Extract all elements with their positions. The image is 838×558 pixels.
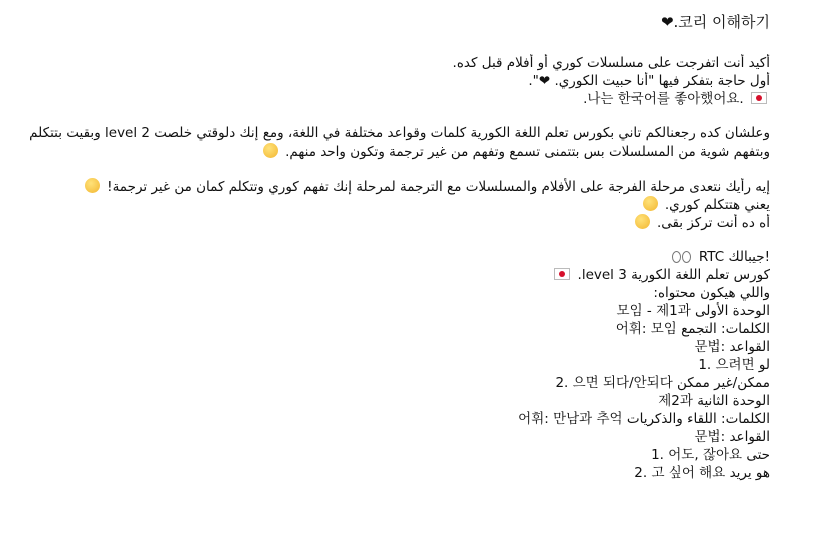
unit-1-vocab: 어휘: 모임 الكلمات: التجمع bbox=[615, 321, 770, 337]
eyes-icon bbox=[672, 251, 692, 263]
intro-line-2: أول حاجة بتفكر فيها "أنا حبيت الكوري. ❤". bbox=[528, 73, 770, 89]
unit-1-item-1: 1. 으려면 لو bbox=[698, 357, 770, 373]
unit-2-heading: 제2과 الوحدة الثانية bbox=[658, 393, 770, 409]
intro-line-3-text: .나는 한국어를 좋아했어요. bbox=[583, 91, 744, 107]
paragraph-2-line-3 bbox=[14, 214, 770, 232]
paragraph-2-line-3-text: أه ده أنت تركز بقى. bbox=[656, 215, 770, 231]
rtc-line-text: RTC جيبالك! bbox=[698, 249, 770, 265]
course-line-text: كورس تعلم اللغة الكورية level 3. bbox=[577, 267, 770, 283]
unit-2-item-1: 1. 어도, 잖아요 حتى bbox=[651, 447, 770, 463]
monocle-face-icon bbox=[635, 214, 650, 229]
thinking-face-icon bbox=[263, 143, 278, 158]
surprised-face-icon bbox=[85, 178, 100, 193]
paragraph-2-line-1-text: إيه رأيك نتعدى مرحلة الفرجة على الأفلام والمسلسلات مع الترجمة لمرحلة إنك تفهم كوري وتتكلم كمان من غير ترجمة! bbox=[107, 179, 770, 195]
paragraph-1-text: وعلشان كده رجعنالكم تاني بكورس تعلم اللغة الكورية كلمات وقواعد مختلفة في اللغة، ومع إنك دلوقتي خلصت level 2 وبقيت بتتكلم وبتفهم شوية من المسلسلات بس بتتمنى تسمع وتفهم من غير ترجمة وتكون واحد منهم. bbox=[29, 125, 770, 160]
content-intro: واللي هيكون محتواه: bbox=[653, 285, 770, 301]
doc-title: ❤.코리 이해하기 bbox=[660, 13, 770, 31]
course-line bbox=[14, 266, 770, 284]
korea-flag-icon bbox=[751, 92, 767, 104]
intro-line-1: أكيد أنت اتفرجت على مسلسلات كوري أو أفلام قبل كده. bbox=[452, 55, 770, 71]
unit-1-heading: 모임 - 제1과 الوحدة الأولى bbox=[616, 303, 770, 319]
unit-1-grammar: 문법: القواعد bbox=[694, 339, 770, 355]
paragraph-2-line-2-text: يعني هتتكلم كوري. bbox=[664, 197, 770, 213]
rtc-line bbox=[14, 248, 770, 266]
unit-2-vocab: 어휘: 만남과 추억 الكلمات: اللقاء والذكريات bbox=[518, 411, 770, 427]
paragraph-2-line-1 bbox=[14, 178, 770, 196]
paragraph-1 bbox=[14, 124, 770, 162]
pleading-face-icon bbox=[643, 196, 658, 211]
unit-2-grammar: 문법: القواعد bbox=[694, 429, 770, 445]
paragraph-2-line-2 bbox=[14, 196, 770, 214]
korea-flag-icon bbox=[554, 268, 570, 280]
unit-2-item-2: 2. 고 싶어 해요 هو يريد bbox=[634, 465, 770, 481]
unit-1-item-2: 2. 으면 되다/안되다 ممكن/غير ممكن bbox=[555, 375, 770, 391]
intro-line-3 bbox=[14, 90, 770, 108]
